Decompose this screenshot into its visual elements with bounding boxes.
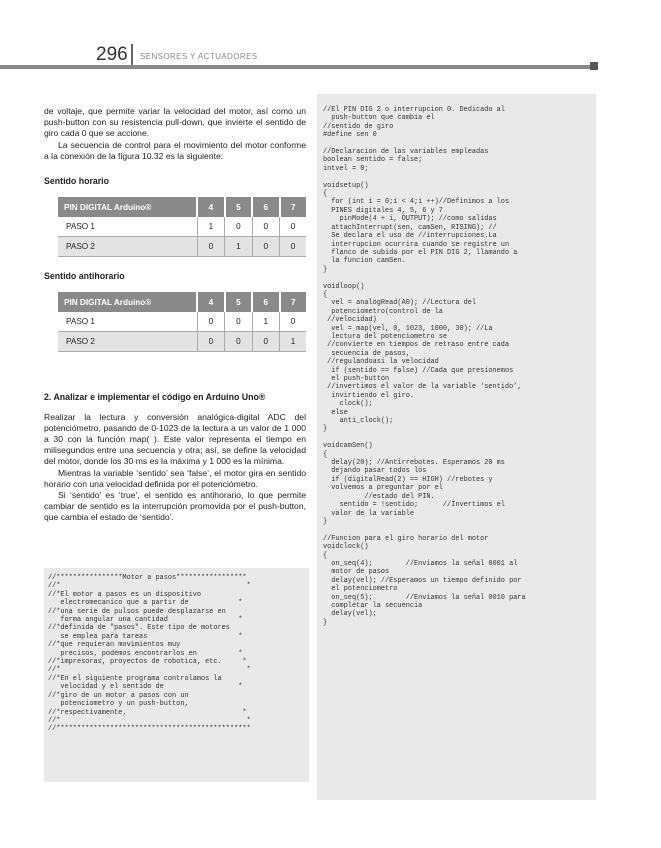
table-cell: 0: [252, 217, 279, 237]
intro-paragraph-1: de voltaje, que permite variar la velocidad del motor, así como un push-button con su resistencia pull-down, que invierte el sentido de giro cada 0 que se accione.: [44, 106, 306, 139]
table-header-4: 4: [197, 292, 224, 312]
table-header-5: 5: [225, 197, 252, 217]
table-sentido-antihorario: [58, 292, 306, 352]
table-row: [58, 237, 306, 257]
table-cell: 0: [225, 312, 252, 332]
page-header: [0, 0, 661, 72]
table-cell: PASO 2: [58, 332, 197, 352]
table-header-pin: PIN DIGITAL Arduino®: [58, 197, 197, 217]
header-rule: [0, 65, 590, 69]
table-cell: 0: [280, 237, 306, 257]
table-cell: 0: [197, 237, 224, 257]
table-cell: PASO 1: [58, 217, 197, 237]
table-cell: 0: [252, 332, 279, 352]
table-cell: 0: [225, 332, 252, 352]
table-row: [58, 217, 306, 237]
code-block-program: [317, 94, 596, 800]
heading-sentido-antihorario: Sentido antihorario: [44, 271, 125, 282]
body-paragraph-1: Realizar la lectura y conversión analógica-digital ADC del potenciómetro, pasando de 0-1023 de la lectura a un valor de 1 000 a 30 con la función map( ). Este valor representa el tiempo en milisegundos entre una secuencia y otra; así, se define la velocidad del motor, donde los 30 ms es la máxima y 1 000 es la mínima.: [44, 411, 306, 467]
table-cell: 1: [197, 217, 224, 237]
running-title: SENSORES Y ACTUADORES: [140, 52, 258, 61]
header-separator: [131, 44, 133, 66]
body-paragraph-2: Mientras la variable ‘sentido’ sea ‘false’, el motor gira en sentido horario con una velocidad definida por el potenciómetro.: [44, 467, 306, 489]
table-header-4: 4: [197, 197, 224, 217]
table-cell: 1: [252, 312, 279, 332]
table-cell: 0: [280, 217, 306, 237]
table-cell: 1: [280, 332, 306, 352]
table-header-row: [58, 292, 306, 312]
table-cell: 1: [225, 237, 252, 257]
table-cell: PASO 2: [58, 237, 197, 257]
table-cell: PASO 1: [58, 312, 197, 332]
code-listing: //****************Motor a pasos***************** //* * //*El motor a pasos es un dispositivo electromecanico que a partir de * //*una serie de pulsos puede desplazarse en forma angular una cantidad * //*definida de "pasos". Este tipo de motores se emplea para tareas * //*que requieran movimientos muy precisos, podemos encontrarlos en * //*impresoras, proyectos de robotica, etc. * //* * //*En el siguiente programa controlamos la velocidad y el sentido de * //*giro de un motor a pasos con un potenciometro y un push-button, //*respectivamente. * //* * //***********************************************: [48, 574, 251, 734]
table-row: [58, 312, 306, 332]
table-header-6: 6: [252, 197, 279, 217]
code-listing: //El PIN DIG 2 o interrupcion 0. Dedicado al push-button que cambia el //sentido de giro #define sen 0 //Declaracion de las variables empleadas boolean sentido = false; intvel = 0; voidsetup() { for (int i = 0;i < 4;i ++)//Definimos a los PINES digitales 4, 5, 6 y 7 pinMode(4 + i, OUTPUT); //como salidas attachInterrupt(sen, camSen, RISING); // Se declara el uso de //interrupciones.La interrupcion ocurrira cuando se registre un flanco de subida por el PIN DIG 2, llamando a la funcion camSen. } voidloop() { vel = analogRead(A0); //Lectura del potenciometro(control de la //velocidad) vel = map(vel, 0, 1023, 1000, 30); //La lectura del potenciometro se //convierte en tiempos de retraso entre cada secuencia de pasos, //regulandoasi la velocidad if (sentido == false) //Cada que presionemos el push-button //invertimos el valor de la variable ‘sentido’, invirtiendo el giro. clock(); else anti_clock(); } voidcamSen() { delay(20); //Antirrebotes. Esperamos 20 ms dejando pasar todos los if (digitalRead(2) == HIGH) //rebotes y volvemos a preguntar por el //estado del PIN. sentido = !sentido; //Invertimos el valor de la variable } //Funcion para el giro horario del motor voidclock() { on_seq(4); //Enviamos la señal 0001 al motor de pasos delay(vel); //Esperamos un tiempo definido por el potenciometro on_seq(5); //Enviamos la señal 0010 para completar la secuencia delay(vel); }: [323, 106, 526, 627]
table-cell: 0: [225, 217, 252, 237]
table-cell: 0: [197, 332, 224, 352]
table-header-row: [58, 197, 306, 217]
table-row: [58, 332, 306, 352]
table-cell: 0: [252, 237, 279, 257]
table-header-6: 6: [252, 292, 279, 312]
page-number: 296: [96, 44, 128, 65]
heading-sentido-horario: Sentido horario: [44, 176, 110, 187]
body-paragraph-3: Si ‘sentido’ es ‘true’, el sentido es antihorario, lo que permite cambiar de sentido es la interrupción promovida por el push-button, que cambia el estado de ‘sentido’.: [44, 490, 306, 523]
table-header-pin: PIN DIGITAL Arduino®: [58, 292, 197, 312]
table-cell: 0: [197, 312, 224, 332]
intro-paragraph-2: La secuencia de control para el movimiento del motor conforme a la conexión de la figura 10.32 es la siguiente:: [44, 139, 306, 161]
table-cell: 0: [280, 312, 306, 332]
left-column: [44, 106, 306, 524]
section-heading: 2. Analizar e implementar el código en Arduino Uno®: [44, 392, 266, 403]
table-header-7: 7: [280, 197, 306, 217]
code-block-header-comment: [44, 568, 309, 782]
table-header-5: 5: [225, 292, 252, 312]
header-square: [590, 62, 598, 70]
table-header-7: 7: [280, 292, 306, 312]
table-sentido-horario: [58, 197, 306, 257]
